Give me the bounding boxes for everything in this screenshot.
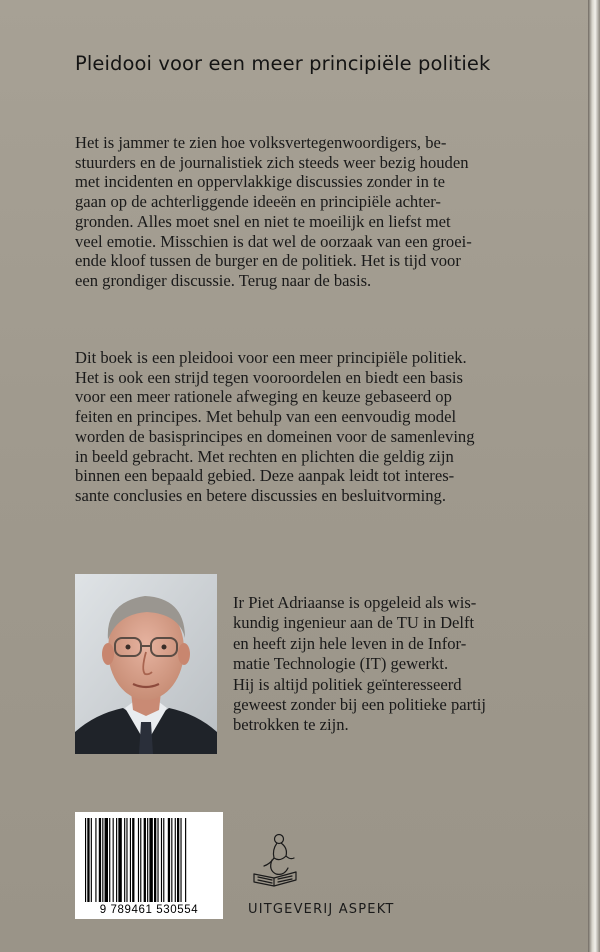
- barcode-bar: [161, 818, 162, 902]
- barcode-bar: [132, 818, 134, 902]
- isbn-number: 9 789461 530554: [99, 904, 199, 916]
- bio-line: geweest zonder bij een politieke partij: [233, 695, 486, 715]
- barcode-bar: [87, 818, 89, 902]
- barcode-bar: [99, 818, 101, 902]
- blurb-line: gronden. Alles moet snel en niet te moeilijk en liefst met: [75, 211, 451, 231]
- blurb-paragraph-1: [75, 133, 545, 291]
- blurb-line: stuurders en de journalistiek zich steeds weer bezig houden: [75, 152, 469, 172]
- bio-line: betrokken te zijn.: [233, 715, 349, 735]
- barcode-bar: [126, 818, 127, 902]
- barcode-bar: [118, 818, 121, 902]
- barcode-bar: [175, 818, 176, 902]
- barcode-bar: [105, 818, 108, 902]
- barcode-bar: [147, 818, 148, 902]
- barcode-bar: [180, 818, 181, 902]
- barcode-bar: [163, 818, 164, 902]
- barcode-bar: [116, 818, 117, 902]
- barcode-bar: [154, 818, 156, 902]
- barcode-bar: [157, 818, 158, 902]
- blurb-line: met incidenten en oppervlakkige discussies zonder in te: [75, 172, 446, 192]
- blurb-line: feiten en principes. Met behulp van een eenvoudig model: [75, 407, 457, 427]
- bio-line: matie Technologie (IT) gewerkt.: [233, 654, 449, 674]
- blurb-line: in beeld gebracht. Met rechten en plichten die geldig zijn: [75, 446, 454, 466]
- barcode-bar: [177, 818, 179, 902]
- barcode-bar: [130, 818, 131, 902]
- barcode-bars: [75, 812, 223, 904]
- blurb-line: Het is ook een strijd tegen vooroordelen en biedt een basis: [75, 367, 464, 387]
- publisher-name: UITGEVERIJ ASPEKT: [248, 902, 395, 917]
- bio-line: en heeft zijn hele leven in de Infor-: [233, 633, 467, 653]
- publisher-logo-icon: [250, 830, 300, 888]
- author-bio: [233, 593, 563, 736]
- barcode-bar: [149, 818, 152, 902]
- barcode-bar: [109, 818, 110, 902]
- barcode-bar: [171, 818, 172, 902]
- barcode-bar: [144, 818, 146, 902]
- isbn-barcode: [75, 812, 223, 919]
- barcode-bar: [138, 818, 139, 902]
- barcode-bar: [102, 818, 103, 902]
- barcode-bar: [185, 818, 186, 902]
- barcode-bar: [124, 818, 125, 902]
- blurb-line: veel emotie. Misschien is dat wel de oorzaak van een groei-: [75, 231, 472, 251]
- blurb-line: een grondiger discussie. Terug naar de basis.: [75, 270, 372, 290]
- blurb-line: ende kloof tussen de burger en de politiek. Het is tijd voor: [75, 251, 461, 271]
- barcode-bar: [91, 818, 92, 902]
- spine-edge: [588, 0, 600, 952]
- blurb-line: Dit boek is een pleidooi voor een meer principiële politiek.: [75, 348, 467, 367]
- blurb-line: sante conclusies en betere discussies en besluitvorming.: [75, 485, 446, 505]
- blurb-line: gaan op de achterliggende ideeën en principiële achter-: [75, 192, 441, 212]
- bio-line: kundig ingenieur aan de TU in Delft: [233, 613, 475, 633]
- barcode-bar: [168, 818, 170, 902]
- barcode-bar: [140, 818, 141, 902]
- barcode-bar: [113, 818, 114, 902]
- blurb-line: voor een meer rationele afweging en keuze gebaseerd op: [75, 387, 452, 407]
- blurb-paragraph-2: [75, 348, 545, 506]
- barcode-bar: [95, 818, 96, 902]
- book-title: Pleidooi voor een meer principiële politiek: [75, 52, 491, 75]
- blurb-line: Het is jammer te zien hoe volksvertegenwoordigers, be-: [75, 133, 447, 152]
- bio-line: Hij is altijd politiek geïnteresseerd: [233, 674, 462, 694]
- blurb-line: worden de basisprincipes en domeinen voor de samenleving: [75, 426, 475, 446]
- blurb-line: binnen een bepaald gebied. Deze aanpak leidt tot interes-: [75, 466, 455, 486]
- barcode-bar: [85, 818, 86, 902]
- author-photo: [75, 574, 217, 754]
- bio-line: Ir Piet Adriaanse is opgeleid als wis-: [233, 593, 477, 612]
- author-portrait-image: [75, 574, 217, 754]
